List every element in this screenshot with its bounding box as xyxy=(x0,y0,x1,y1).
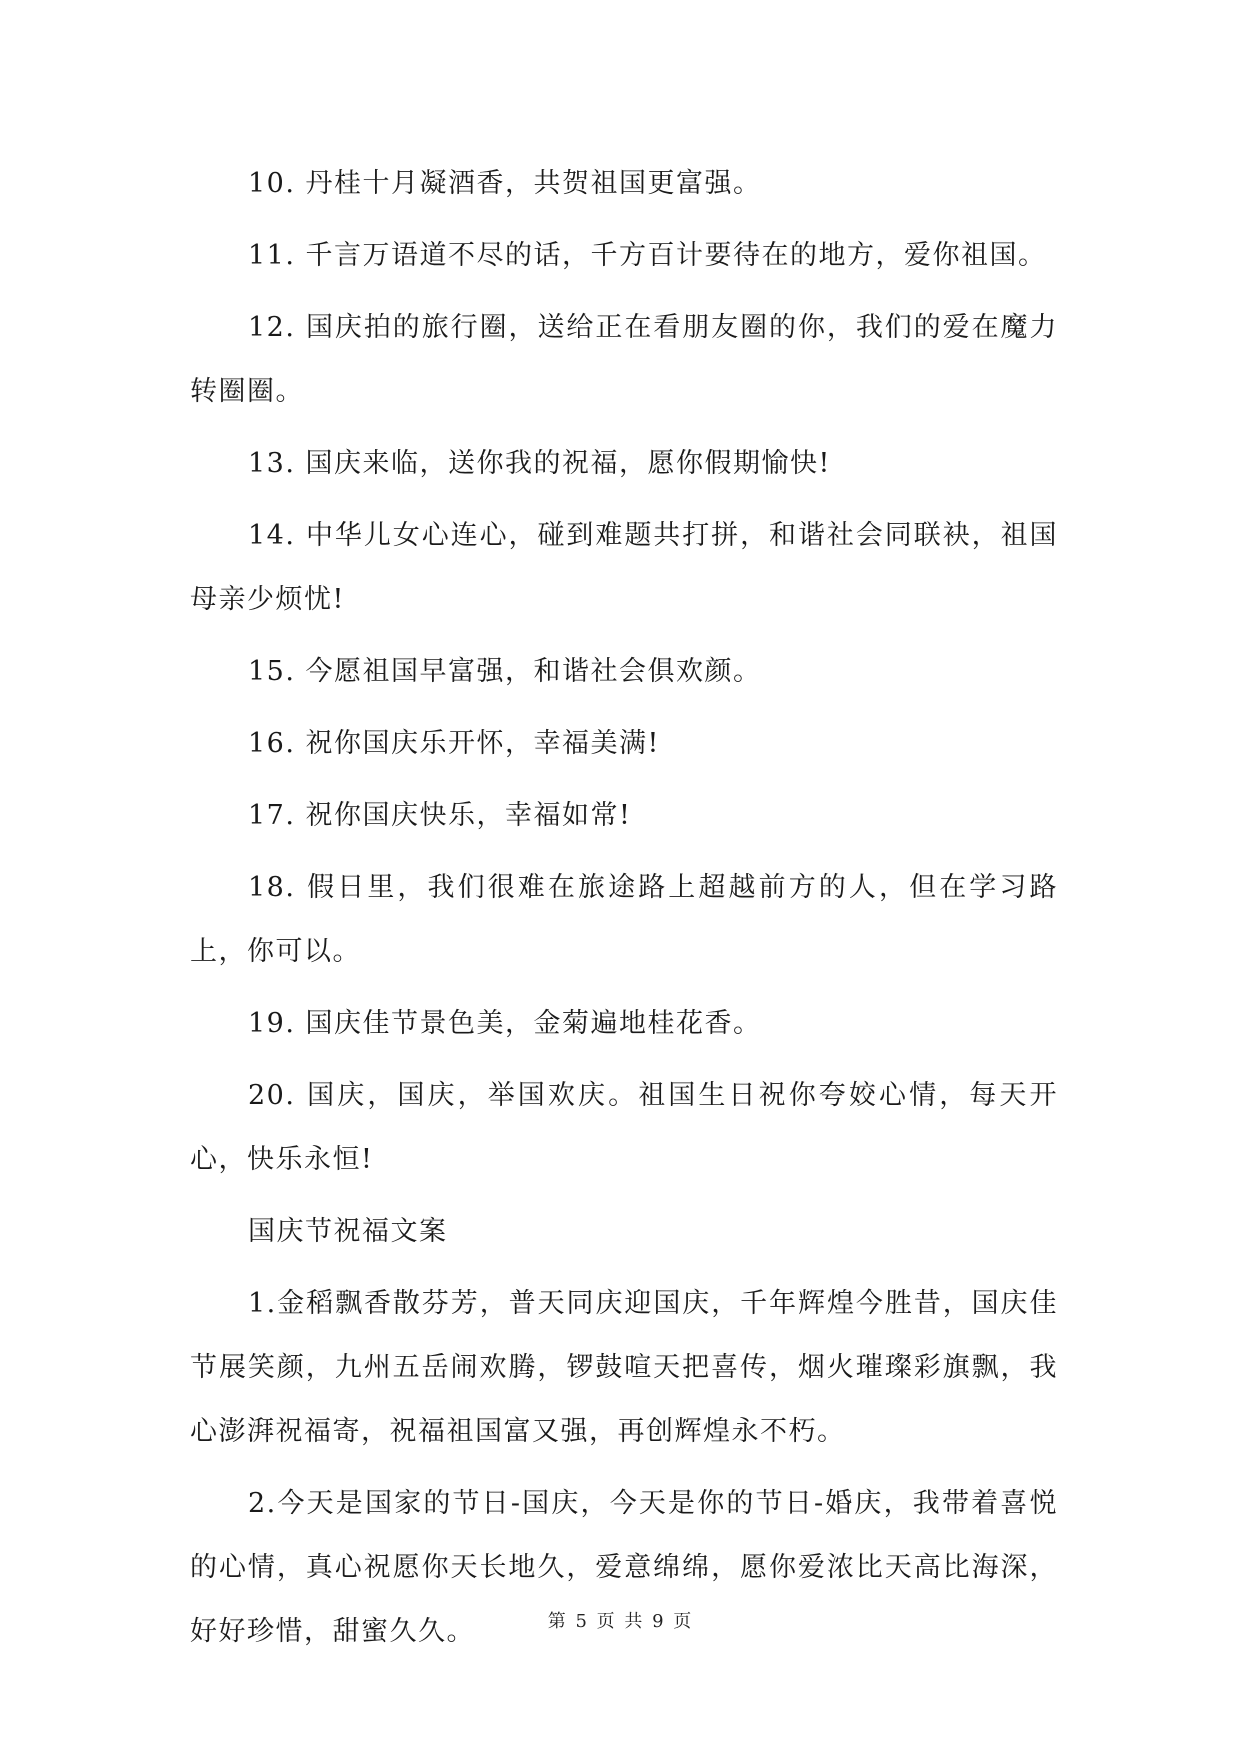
list-item: 17. 祝你国庆快乐，幸福如常! xyxy=(248,800,632,831)
list-item: 18. 假日里，我们很难在旅途路上超越前方的人，但在学习路上，你可以。 xyxy=(190,872,1058,967)
list-item: 11. 千言万语道不尽的话，千方百计要待在的地方，爱你祖国。 xyxy=(248,240,1047,271)
list-item: 14. 中华儿女心连心，碰到难题共打拼，和谐社会同联袂，祖国母亲少烦忧! xyxy=(190,520,1058,615)
list-item: 13. 国庆来临，送你我的祝福，愿你假期愉快! xyxy=(248,448,831,479)
list-item: 12. 国庆拍的旅行圈，送给正在看朋友圈的你，我们的爱在魔力转圈圈。 xyxy=(190,312,1058,407)
list-item: 2.今天是国家的节日-国庆，今天是你的节日-婚庆，我带着喜悦的心情，真心祝愿你天长地久，爱意绵绵，愿你爱浓比天高比海深，好好珍惜，甜蜜久久。 xyxy=(190,1488,1058,1647)
list-item: 15. 今愿祖国早富强，和谐社会俱欢颜。 xyxy=(248,656,762,687)
list-item: 19. 国庆佳节景色美，金菊遍地桂花香。 xyxy=(248,1008,762,1039)
document-body xyxy=(190,152,1058,1672)
page-number-footer: 第 5 页 共 9 页 xyxy=(547,1611,694,1632)
list-item: 1.金稻飘香散芬芳，普天同庆迎国庆，千年辉煌今胜昔，国庆佳节展笑颜，九州五岳闹欢腾，锣鼓喧天把喜传，烟火璀璨彩旗飘，我心澎湃祝福寄，祝福祖国富又强，再创辉煌永不朽。 xyxy=(190,1288,1058,1447)
list-item: 16. 祝你国庆乐开怀，幸福美满! xyxy=(248,728,660,759)
list-item: 20. 国庆，国庆，举国欢庆。祖国生日祝你夸姣心情，每天开心，快乐永恒! xyxy=(190,1080,1058,1175)
list-item: 10. 丹桂十月凝酒香，共贺祖国更富强。 xyxy=(248,168,762,199)
section-heading: 国庆节祝福文案 xyxy=(248,1216,448,1247)
